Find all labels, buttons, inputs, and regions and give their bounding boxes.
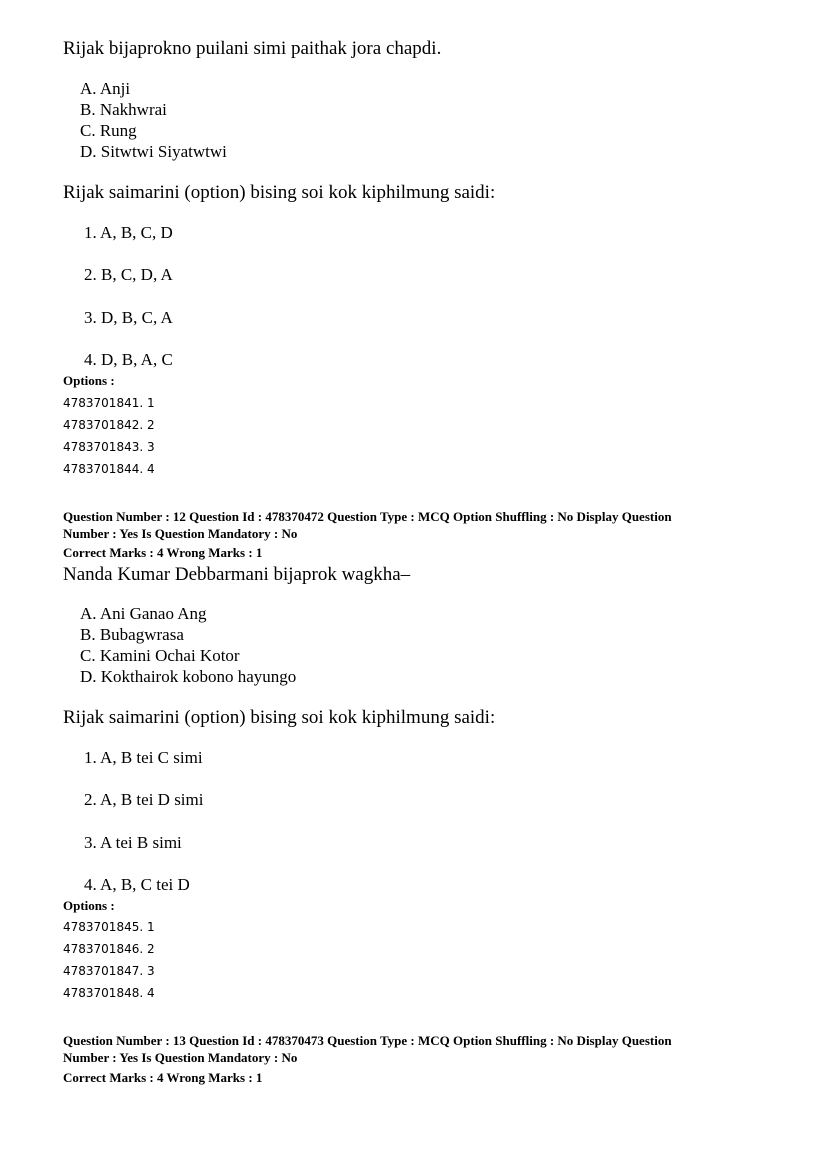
option-id: 4783701848. 4 — [63, 986, 155, 1000]
option-id: 4783701847. 3 — [63, 964, 155, 978]
question-marks: Correct Marks : 4 Wrong Marks : 1 — [63, 545, 263, 560]
question-meta: Question Number : 13 Question Id : 478370473 Question Type : MCQ Option Shuffling : No Display Question — [63, 1033, 672, 1048]
answer-choice: 1. A, B tei C simi — [84, 748, 203, 767]
list-item: B. Nakhwrai — [80, 100, 167, 119]
answer-choice: 4. A, B, C tei D — [84, 875, 190, 894]
list-item: C. Rung — [80, 121, 137, 140]
option-id: 4783701846. 2 — [63, 942, 155, 956]
answer-choice: 2. A, B tei D simi — [84, 790, 204, 809]
list-item: D. Sitwtwi Siyatwtwi — [80, 142, 227, 161]
option-id: 4783701843. 3 — [63, 440, 155, 454]
options-label: Options : — [63, 373, 115, 388]
question-meta: Number : Yes Is Question Mandatory : No — [63, 526, 298, 541]
list-item: C. Kamini Ochai Kotor — [80, 646, 240, 665]
answer-choice: 1. A, B, C, D — [84, 223, 173, 242]
list-item: A. Anji — [80, 79, 131, 98]
option-id: 4783701845. 1 — [63, 920, 155, 934]
options-label: Options : — [63, 898, 115, 913]
answer-choice: 4. D, B, A, C — [84, 350, 173, 369]
option-id: 4783701841. 1 — [63, 396, 155, 410]
question-instruction: Rijak saimarini (option) bising soi kok kiphilmung saidi: — [63, 707, 496, 728]
list-item: A. Ani Ganao Ang — [80, 604, 207, 623]
answer-choice: 2. B, C, D, A — [84, 265, 173, 284]
list-item: B. Bubagwrasa — [80, 625, 184, 644]
answer-choice: 3. D, B, C, A — [84, 308, 173, 327]
option-id: 4783701842. 2 — [63, 418, 155, 432]
list-item: D. Kokthairok kobono hayungo — [80, 667, 297, 686]
question-stem: Nanda Kumar Debbarmani bijaprok wagkha– — [63, 564, 411, 585]
answer-choice: 3. A tei B simi — [84, 833, 182, 852]
question-meta: Question Number : 12 Question Id : 478370472 Question Type : MCQ Option Shuffling : No Display Question — [63, 509, 672, 524]
option-id: 4783701844. 4 — [63, 462, 155, 476]
question-marks: Correct Marks : 4 Wrong Marks : 1 — [63, 1070, 263, 1085]
question-meta: Number : Yes Is Question Mandatory : No — [63, 1050, 298, 1065]
question-stem: Rijak bijaprokno puilani simi paithak jora chapdi. — [63, 38, 442, 59]
question-instruction: Rijak saimarini (option) bising soi kok kiphilmung saidi: — [63, 182, 496, 203]
